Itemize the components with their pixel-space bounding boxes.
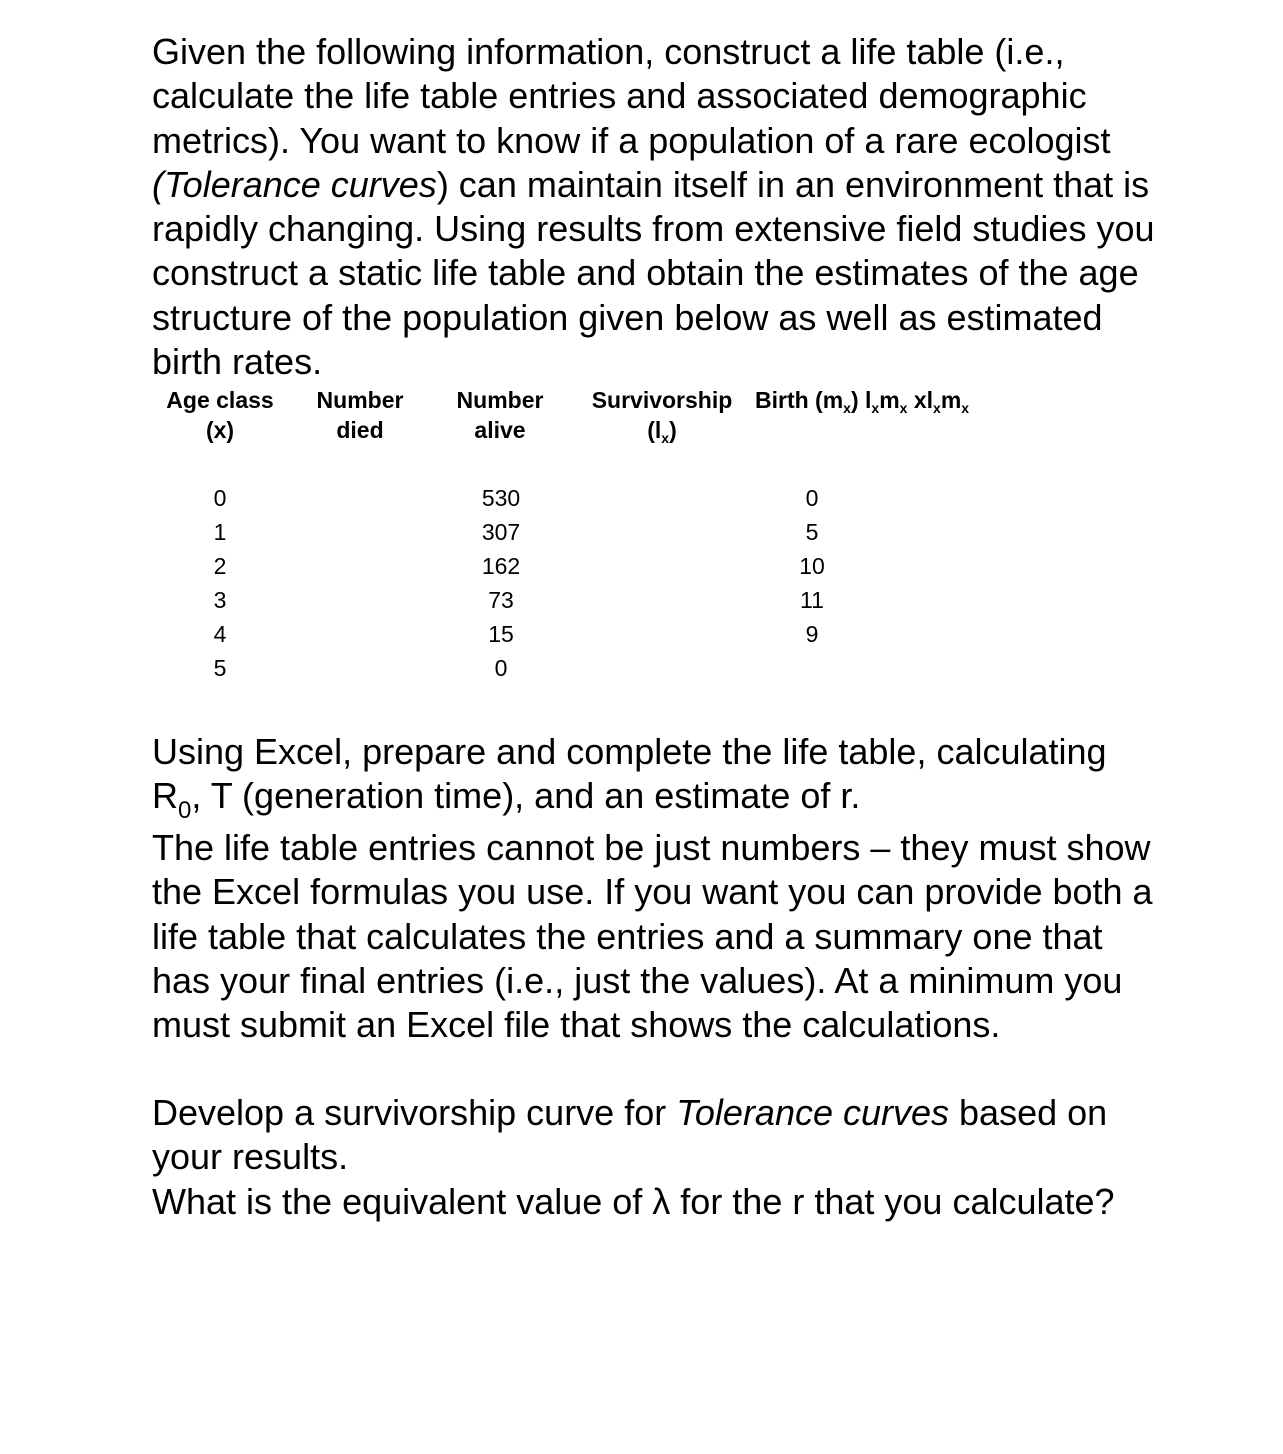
birth-cell: 5 — [805, 519, 819, 545]
birth-cell: 11 — [800, 587, 824, 613]
header-lxmx: $l_xm_x$ — [865, 387, 908, 416]
age-cell: 1 — [213, 519, 227, 545]
age-cell: 2 — [213, 553, 227, 579]
header-number-died: Number died — [316, 387, 404, 443]
alive-cell: 73 — [488, 587, 514, 613]
intro-text-2: ) can maintain itself in an environment that is rapidly changing. Using results from extensive field studies you construct a static life table and obtain the estimates of the age structure of the population given below as well as estimated birth rates. — [152, 163, 1155, 383]
birth-cell: 9 — [805, 621, 819, 647]
header-birth-lxmx-xlxmx: Birth $(m_x)$ $l_xm_x$ $xl_xm_x$ — [755, 387, 970, 416]
survivorship-species: Tolerance curves — [676, 1092, 950, 1133]
intro-species: (Tolerance curves — [152, 163, 437, 205]
header-xlxmx: $xl_xm_x$ — [913, 387, 970, 416]
header-survivorship: Survivorship $(l_x)$ — [591, 387, 733, 446]
alive-cell: 15 — [488, 621, 514, 647]
age-cell: 5 — [213, 655, 227, 681]
alive-cell: 530 — [481, 485, 521, 511]
age-cell: 4 — [213, 621, 227, 647]
instructions-paragraph-survivorship: Develop a survivorship curve for Tolerance curves based on your results. — [152, 1092, 1108, 1178]
intro-text-1: Given the following information, construct a life table (i.e., calculate the life table entries and associated demographic metrics). You want to know if a population of a rare ecologist — [152, 31, 1111, 161]
birth-cell: 10 — [799, 553, 825, 579]
instructions-paragraph-lambda: What is the equivalent value of λ for the r that you calculate? — [152, 1181, 1115, 1222]
alive-cell: 307 — [481, 519, 521, 545]
intro-paragraph — [152, 30, 1162, 384]
header-age-class: Age class (x) — [166, 387, 274, 443]
instructions-paragraph-formulas: The life table entries cannot be just numbers – they must show the Excel formulas you use. If you want you can provide both a life table that calculates the entries and a summary one that has your final entries (i.e., just the values). At a minimum you must submit an Excel file that shows the calculations. — [152, 827, 1153, 1046]
header-number-alive: Number alive — [456, 387, 544, 443]
birth-cell: 0 — [805, 485, 819, 511]
age-cell: 3 — [213, 587, 227, 613]
age-cell: 0 — [213, 485, 227, 511]
instructions-paragraph-excel: Using Excel, prepare and complete the life table, calculating $R_0$, T (generation time), and an estimate of r. — [152, 731, 1107, 825]
alive-cell: 0 — [494, 655, 508, 681]
alive-cell: 162 — [481, 553, 521, 579]
header-birth: Birth (m — [755, 387, 844, 413]
